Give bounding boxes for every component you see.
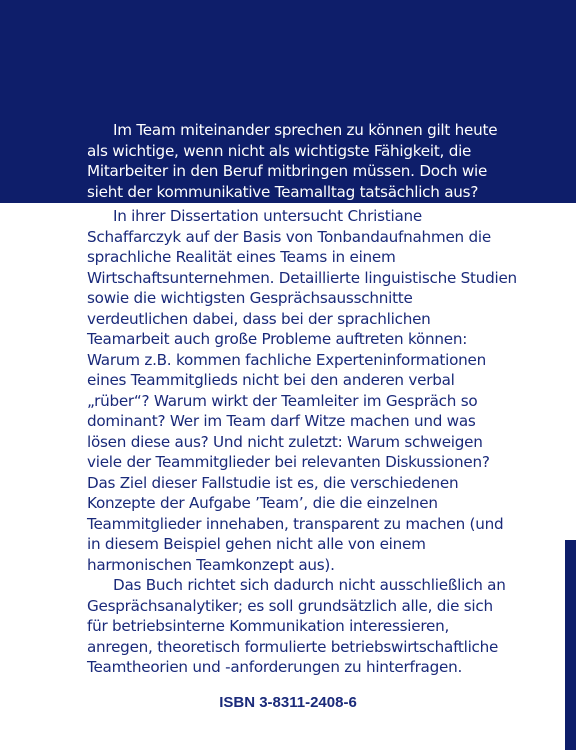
body-paragraph-1: In ihrer Dissertation untersucht Christiane Schaffarczyk auf der Basis von Tonbandaufnahmen die sprachliche Realität eines Teams in einem Wirtschaftsunternehmen. Detaillierte linguistische Studien sowie die wichtigsten Gesprächsausschnitte verdeutlichen dabei, dass bei der sprachlichen Teamarbeit auch große Probleme auftreten können: Warum z.B. kommen fachliche Experteninformationen eines Teammitglieds nicht bei den anderen verbal „rüber“? Warum wirkt der Teamleiter im Gespräch so dominant? Wer im Team darf Witze machen und was lösen diese aus? Und nicht zuletzt: Warum schweigen viele der Teammitglieder bei relevanten Diskussionen? Das Ziel dieser Fallstudie ist es, die verschiedenen Konzepte der Aufgabe ’Team’, die die einzelnen Teammitglieder innehaben, transparent zu machen (und in diesem Beispiel gehen nicht alle von einem harmonischen Teamkonzept aus).: [87, 207, 517, 574]
isbn-number: ISBN 3-8311-2408-6: [219, 694, 357, 711]
intro-paragraph: Im Team miteinander sprechen zu können gilt heute als wichtige, wenn nicht als wichtigste Fähigkeit, die Mitarbeiter in den Beruf mitbringen müssen. Doch wie sieht der kommunikative Teamalltag tatsächlich aus?: [87, 121, 498, 201]
body-paragraph-2: Das Buch richtet sich dadurch nicht ausschließlich an Gesprächsanalytiker; es soll grundsätzlich alle, die sich für betriebsinterne Kommunikation interessieren, anregen, theoretisch formulierte betriebswirtschaftliche Teamtheorien und -anforderungen zu hinterfragen.: [87, 576, 506, 676]
intro-text: [87, 120, 517, 202]
side-color-bar: [565, 540, 576, 750]
description-text: [87, 206, 517, 678]
